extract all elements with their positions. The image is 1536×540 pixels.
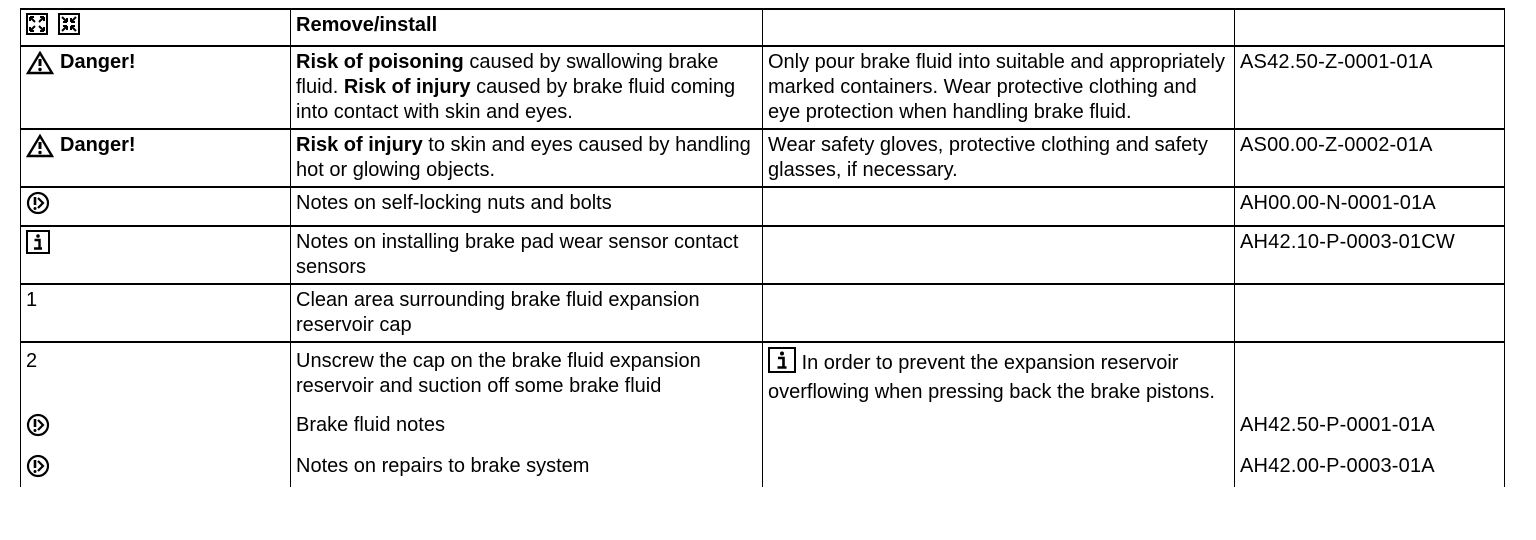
step-note-cell — [763, 342, 1235, 411]
danger-row — [21, 46, 1505, 129]
step-text: Clean area surrounding brake fluid expansion reservoir cap — [291, 284, 763, 342]
warning-triangle-icon — [26, 51, 54, 75]
header-row — [21, 9, 1505, 46]
step-row — [21, 342, 1505, 411]
note-arrow-icon — [26, 191, 50, 222]
danger-label: Danger! — [60, 134, 136, 156]
procedure-table — [20, 8, 1505, 487]
empty-cell — [1235, 284, 1505, 342]
note-row — [21, 187, 1505, 226]
hazard-cell — [291, 46, 763, 129]
note-text: Notes on installing brake pad wear sensor contact sensors — [291, 226, 763, 284]
note-text: Notes on self-locking nuts and bolts — [291, 187, 763, 226]
empty-cell — [763, 187, 1235, 226]
note-row — [21, 411, 1505, 446]
hazard-bold: Risk of injury — [343, 76, 471, 98]
reference-link[interactable]: AH42.00-P-0003-01A — [1235, 446, 1505, 487]
measure-cell: Only pour brake fluid into suitable and appropriately marked containers. Wear protective clothing and eye protection when handling brake fluid. — [763, 46, 1235, 129]
note-text: Brake fluid notes — [291, 411, 763, 446]
empty-cell — [763, 446, 1235, 487]
page-title: Remove/install — [291, 9, 763, 46]
note-arrow-icon — [26, 454, 50, 485]
info-icon — [768, 347, 796, 380]
step-text: Unscrew the cap on the brake fluid expansion reservoir and suction off some brake fluid — [291, 342, 763, 411]
empty-cell — [763, 226, 1235, 284]
hazard-bold: Risk of injury — [296, 134, 423, 156]
measure-cell: Wear safety gloves, protective clothing and safety glasses, if necessary. — [763, 129, 1235, 187]
hazard-text: caused by swallowing brake fluid. — [296, 51, 719, 98]
step-number: 1 — [21, 284, 291, 342]
hazard-bold: Risk of poisoning — [296, 51, 464, 73]
note-row — [21, 226, 1505, 284]
reference-link[interactable]: AH00.00-N-0001-01A — [1235, 187, 1505, 226]
header-icons-cell — [21, 9, 291, 46]
empty-cell — [1235, 9, 1505, 46]
note-row — [21, 446, 1505, 487]
empty-cell — [763, 411, 1235, 446]
danger-row — [21, 129, 1505, 187]
danger-label-cell — [21, 129, 291, 187]
danger-label: Danger! — [60, 51, 136, 73]
step-note-text: In order to prevent the expansion reservoir overflowing when pressing back the brake pistons. — [768, 351, 1215, 403]
reference-link[interactable]: AH42.50-P-0001-01A — [1235, 411, 1505, 446]
empty-cell — [763, 284, 1235, 342]
reference-link[interactable]: AH42.10-P-0003-01CW — [1235, 226, 1505, 284]
note-arrow-icon — [26, 413, 50, 444]
empty-cell — [1235, 342, 1505, 411]
reference-link[interactable]: AS00.00-Z-0002-01A — [1235, 129, 1505, 187]
step-row — [21, 284, 1505, 342]
empty-cell — [763, 9, 1235, 46]
reference-link[interactable]: AS42.50-Z-0001-01A — [1235, 46, 1505, 129]
hazard-cell — [291, 129, 763, 187]
collapse-icon[interactable] — [58, 13, 80, 42]
hazard-text: to skin and eyes caused by handling hot or glowing objects. — [296, 134, 751, 181]
danger-label-cell — [21, 46, 291, 129]
hazard-text: caused by brake fluid coming into contact with skin and eyes. — [296, 76, 736, 123]
note-text: Notes on repairs to brake system — [291, 446, 763, 487]
expand-icon[interactable] — [26, 13, 48, 42]
step-number: 2 — [21, 342, 291, 411]
warning-triangle-icon — [26, 134, 54, 158]
info-icon — [26, 230, 50, 261]
